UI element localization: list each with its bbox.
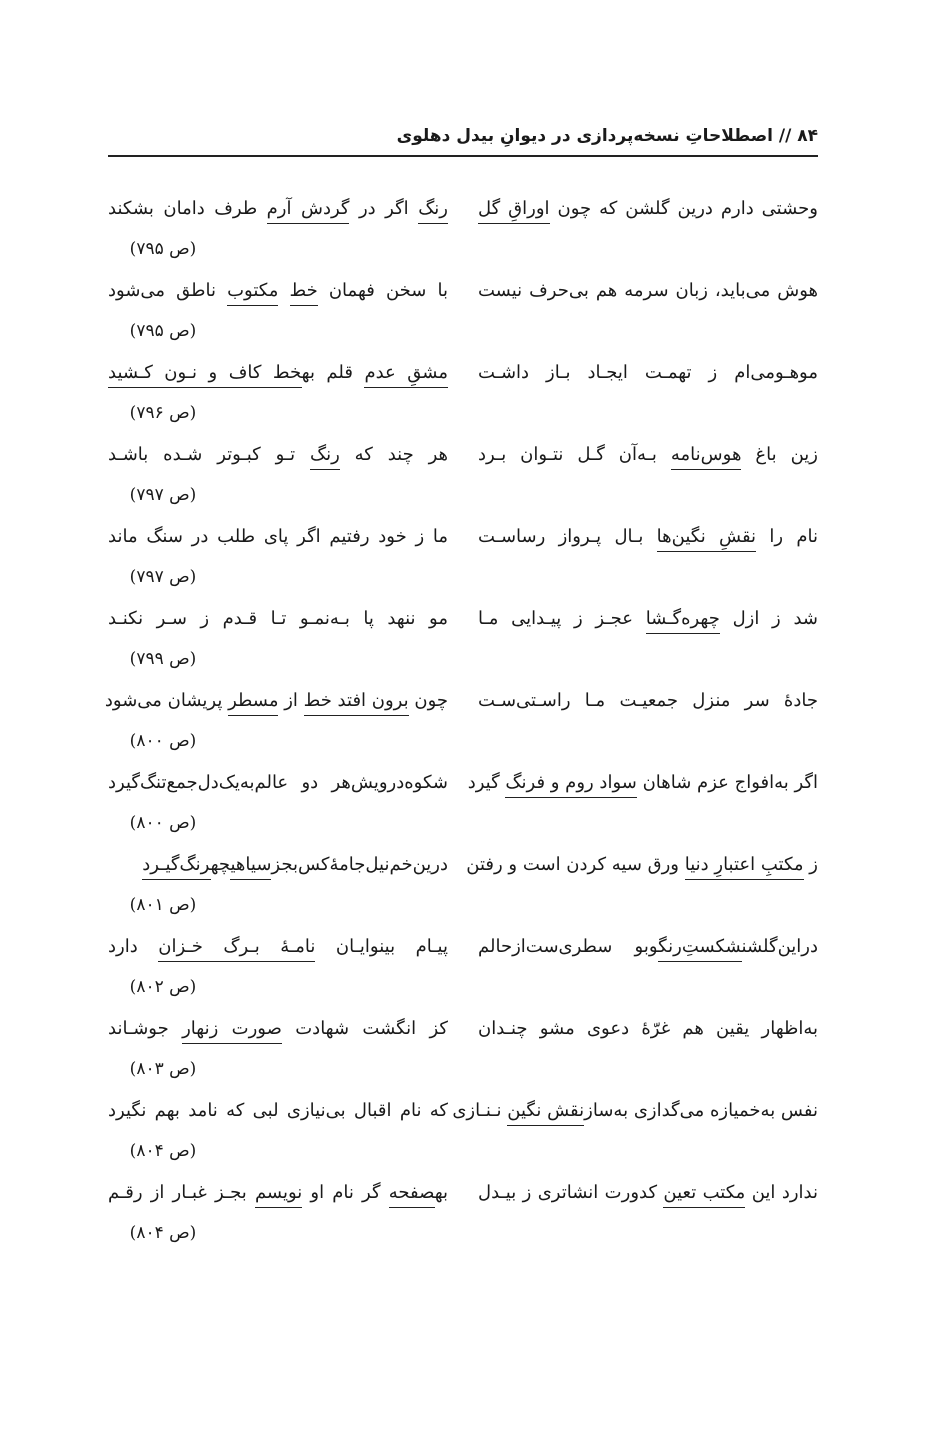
underlined-term: نامـهٔ بـرگ خـزان xyxy=(158,936,315,962)
underlined-term: سیاهی xyxy=(230,854,271,880)
verse-text: جادهٔ سر منزل جمعیـت مـا راسـتی‌سـت xyxy=(478,690,818,711)
header-separator: // xyxy=(778,126,792,146)
couplet xyxy=(108,190,818,272)
verse-text: طرف دامان بشکند xyxy=(108,198,267,219)
page-reference: (ص ۸۰۰) xyxy=(129,813,197,833)
underlined-term: اوراقِ گل xyxy=(478,198,550,224)
first-hemistich xyxy=(467,764,818,806)
couplet xyxy=(104,682,818,764)
verse-text: قلم به xyxy=(301,362,365,383)
verse-text: ندارد این xyxy=(745,1182,818,1203)
underlined-term: مشقِ عدم xyxy=(364,362,448,388)
verse-text: به‌اظهار یقین هم غرّهٔ دعوی مشو چنـدان xyxy=(478,1018,818,1039)
underlined-term: نویسم xyxy=(255,1182,302,1208)
underlined-term: صفحه xyxy=(389,1182,435,1208)
verse-text: ز xyxy=(803,854,818,875)
underlined-term: چهره‌گـشا xyxy=(646,608,720,634)
second-hemistich xyxy=(108,846,448,888)
second-hemistich xyxy=(108,272,448,314)
couplet xyxy=(108,600,818,682)
verse-text: وحشتی دارم درین گلشن که چون xyxy=(549,198,818,219)
verse-text: مو ننهد پا بـه‌نمـو تـا قـدم ز سـر نکنـد xyxy=(108,608,448,629)
couplet xyxy=(108,928,818,1010)
verse-text: گیرد xyxy=(467,772,506,793)
verse-text: هر چند که xyxy=(339,444,448,465)
verse-text: گر نام او xyxy=(302,1182,389,1203)
page-reference: (ص ۷۹۷) xyxy=(129,485,197,505)
verse-text: بجـز غبـار از رقـم xyxy=(108,1182,255,1203)
couplet xyxy=(108,354,818,436)
verse-text: شد ز ازل xyxy=(719,608,818,629)
header-title: اصطلاحاتِ نسخه‌پردازی در دیوانِ بیدل دهلوی xyxy=(396,126,773,146)
verse-text: تـو کبـوتر شـده باشـد xyxy=(108,444,310,465)
first-hemistich xyxy=(478,518,818,560)
page-reference: (ص ۸۰۰) xyxy=(129,731,197,751)
poem-body xyxy=(104,190,818,1256)
first-hemistich xyxy=(478,1174,818,1216)
page-reference: (ص ۷۹۵) xyxy=(129,239,197,259)
verse-text: چون xyxy=(408,690,448,711)
underlined-term: صورت زنهار xyxy=(182,1018,282,1044)
couplet xyxy=(108,1092,818,1174)
underlined-term: رنگ xyxy=(310,444,340,470)
verse-text: دراین‌گلشن xyxy=(741,936,818,957)
page-reference: (ص ۷۹۹) xyxy=(129,649,197,669)
first-hemistich xyxy=(478,436,818,478)
underlined-term: مسطر xyxy=(228,690,278,716)
underlined-term: برون افتد خط xyxy=(304,690,409,716)
second-hemistich xyxy=(108,1092,448,1134)
couplet xyxy=(108,764,818,846)
verse-text: ناطق می‌شود xyxy=(108,280,228,301)
page-reference: (ص ۸۰۲) xyxy=(129,977,197,997)
verse-text: ورق سیه کردن است و رفتن xyxy=(466,854,685,875)
verse-text: اگر به‌افواج عزم شاهان xyxy=(636,772,818,793)
underlined-term: خط کاف و نـون کـشید xyxy=(108,362,302,388)
running-header xyxy=(108,118,818,154)
second-hemistich xyxy=(108,190,448,232)
first-hemistich xyxy=(478,600,818,642)
couplet xyxy=(108,436,818,518)
second-hemistich xyxy=(108,928,448,970)
verse-text: بـال پـرواز رساسـت xyxy=(478,526,657,547)
first-hemistich xyxy=(478,928,818,970)
page-reference: (ص ۸۰۳) xyxy=(129,1059,197,1079)
header-rule xyxy=(108,155,818,157)
underlined-term: نقشِ نگین‌ها xyxy=(657,526,756,552)
couplet xyxy=(108,518,818,600)
verse-text: با سخن فهمان xyxy=(317,280,448,301)
second-hemistich xyxy=(108,436,448,478)
first-hemistich xyxy=(478,272,818,314)
underlined-term: مکتبِ اعتبارِ دنیا xyxy=(685,854,804,880)
underlined-term: گردش آرم xyxy=(267,198,350,224)
verse-text: موهـومی‌ام ز تهمـت ایجـاد بـاز داشـت xyxy=(478,362,818,383)
verse-text: جوشـاند xyxy=(108,1018,183,1039)
first-hemistich xyxy=(478,354,818,396)
second-hemistich xyxy=(108,1010,448,1052)
underlined-term: مکتب تعین xyxy=(663,1182,745,1208)
underlined-term: هوس‌نامه xyxy=(671,444,742,470)
page-reference: (ص ۸۰۴) xyxy=(129,1141,197,1161)
verse-text: بـه‌آن گـل نتـوان بـرد xyxy=(478,444,671,465)
first-hemistich xyxy=(478,682,818,724)
couplet xyxy=(108,272,818,354)
verse-text: وبو سطری‌ست‌ازحالم xyxy=(478,936,659,957)
verse-text: درین‌خم‌نیل‌جامهٔ‌کس‌بجز xyxy=(271,854,448,875)
verse-text: کز انگشت شهادت xyxy=(281,1018,448,1039)
first-hemistich xyxy=(452,1092,818,1134)
verse-text: به xyxy=(434,1182,448,1203)
verse-text: پیـام بینوایـان xyxy=(315,936,448,957)
couplet xyxy=(108,1010,818,1092)
verse-text: دارد xyxy=(108,936,159,957)
second-hemistich xyxy=(108,600,448,642)
underlined-term: خط xyxy=(290,280,318,306)
page-reference: (ص ۸۰۴) xyxy=(129,1223,197,1243)
verse-text: شکوه‌درویش‌هر دو عالم‌به‌یک‌دل‌جمع‌تنگ‌گیرد xyxy=(108,772,448,793)
page-reference: (ص ۷۹۵) xyxy=(129,321,197,341)
underlined-term: نقش نگین xyxy=(507,1100,584,1126)
second-hemistich xyxy=(104,682,448,724)
page-number: ۸۴ xyxy=(797,126,818,146)
couplet xyxy=(108,1174,818,1256)
verse-text: ما ز خود رفتیم اگر پای طلب در سنگ ماند xyxy=(108,526,448,547)
page-reference: (ص ۸۰۱) xyxy=(129,895,197,915)
verse-text: پریشان می‌شود xyxy=(104,690,229,711)
verse-text: عجـز ز پیـدایی مـا xyxy=(478,608,646,629)
couplet xyxy=(108,846,818,928)
verse-text: چه xyxy=(210,854,231,875)
verse-text: اگر در xyxy=(349,198,419,219)
second-hemistich xyxy=(108,354,448,396)
underlined-term: مکتوب xyxy=(227,280,278,306)
first-hemistich xyxy=(466,846,818,888)
second-hemistich xyxy=(108,764,448,806)
verse-text: نـنـازی xyxy=(452,1100,508,1121)
page-reference: (ص ۷۹۷) xyxy=(129,567,197,587)
underlined-term: شکستِ‌رنگ xyxy=(658,936,741,962)
verse-text: نفس به‌خمیازه می‌گدازی به‌ساز xyxy=(584,1100,818,1121)
second-hemistich xyxy=(108,1174,448,1216)
verse-text: هوش می‌باید، زبان سرمه هم بی‌حرف نیست xyxy=(478,280,818,301)
underlined-term: سواد روم و فرنگ xyxy=(505,772,636,798)
underlined-term: رنگ‌گیـرد xyxy=(142,854,210,880)
verse-text xyxy=(278,280,289,301)
first-hemistich xyxy=(478,1010,818,1052)
verse-text: که نام اقبال بی‌نیازی لبی که نامد بهم نگیرد xyxy=(108,1100,448,1121)
verse-text: نام را xyxy=(756,526,818,547)
first-hemistich xyxy=(478,190,818,232)
page-reference: (ص ۷۹۶) xyxy=(129,403,197,423)
verse-text: از xyxy=(278,690,304,711)
verse-text: زین باغ xyxy=(741,444,818,465)
verse-text: کدورت انشاتری ز بیـدل xyxy=(478,1182,664,1203)
underlined-term: رنگ xyxy=(418,198,448,224)
second-hemistich xyxy=(108,518,448,560)
